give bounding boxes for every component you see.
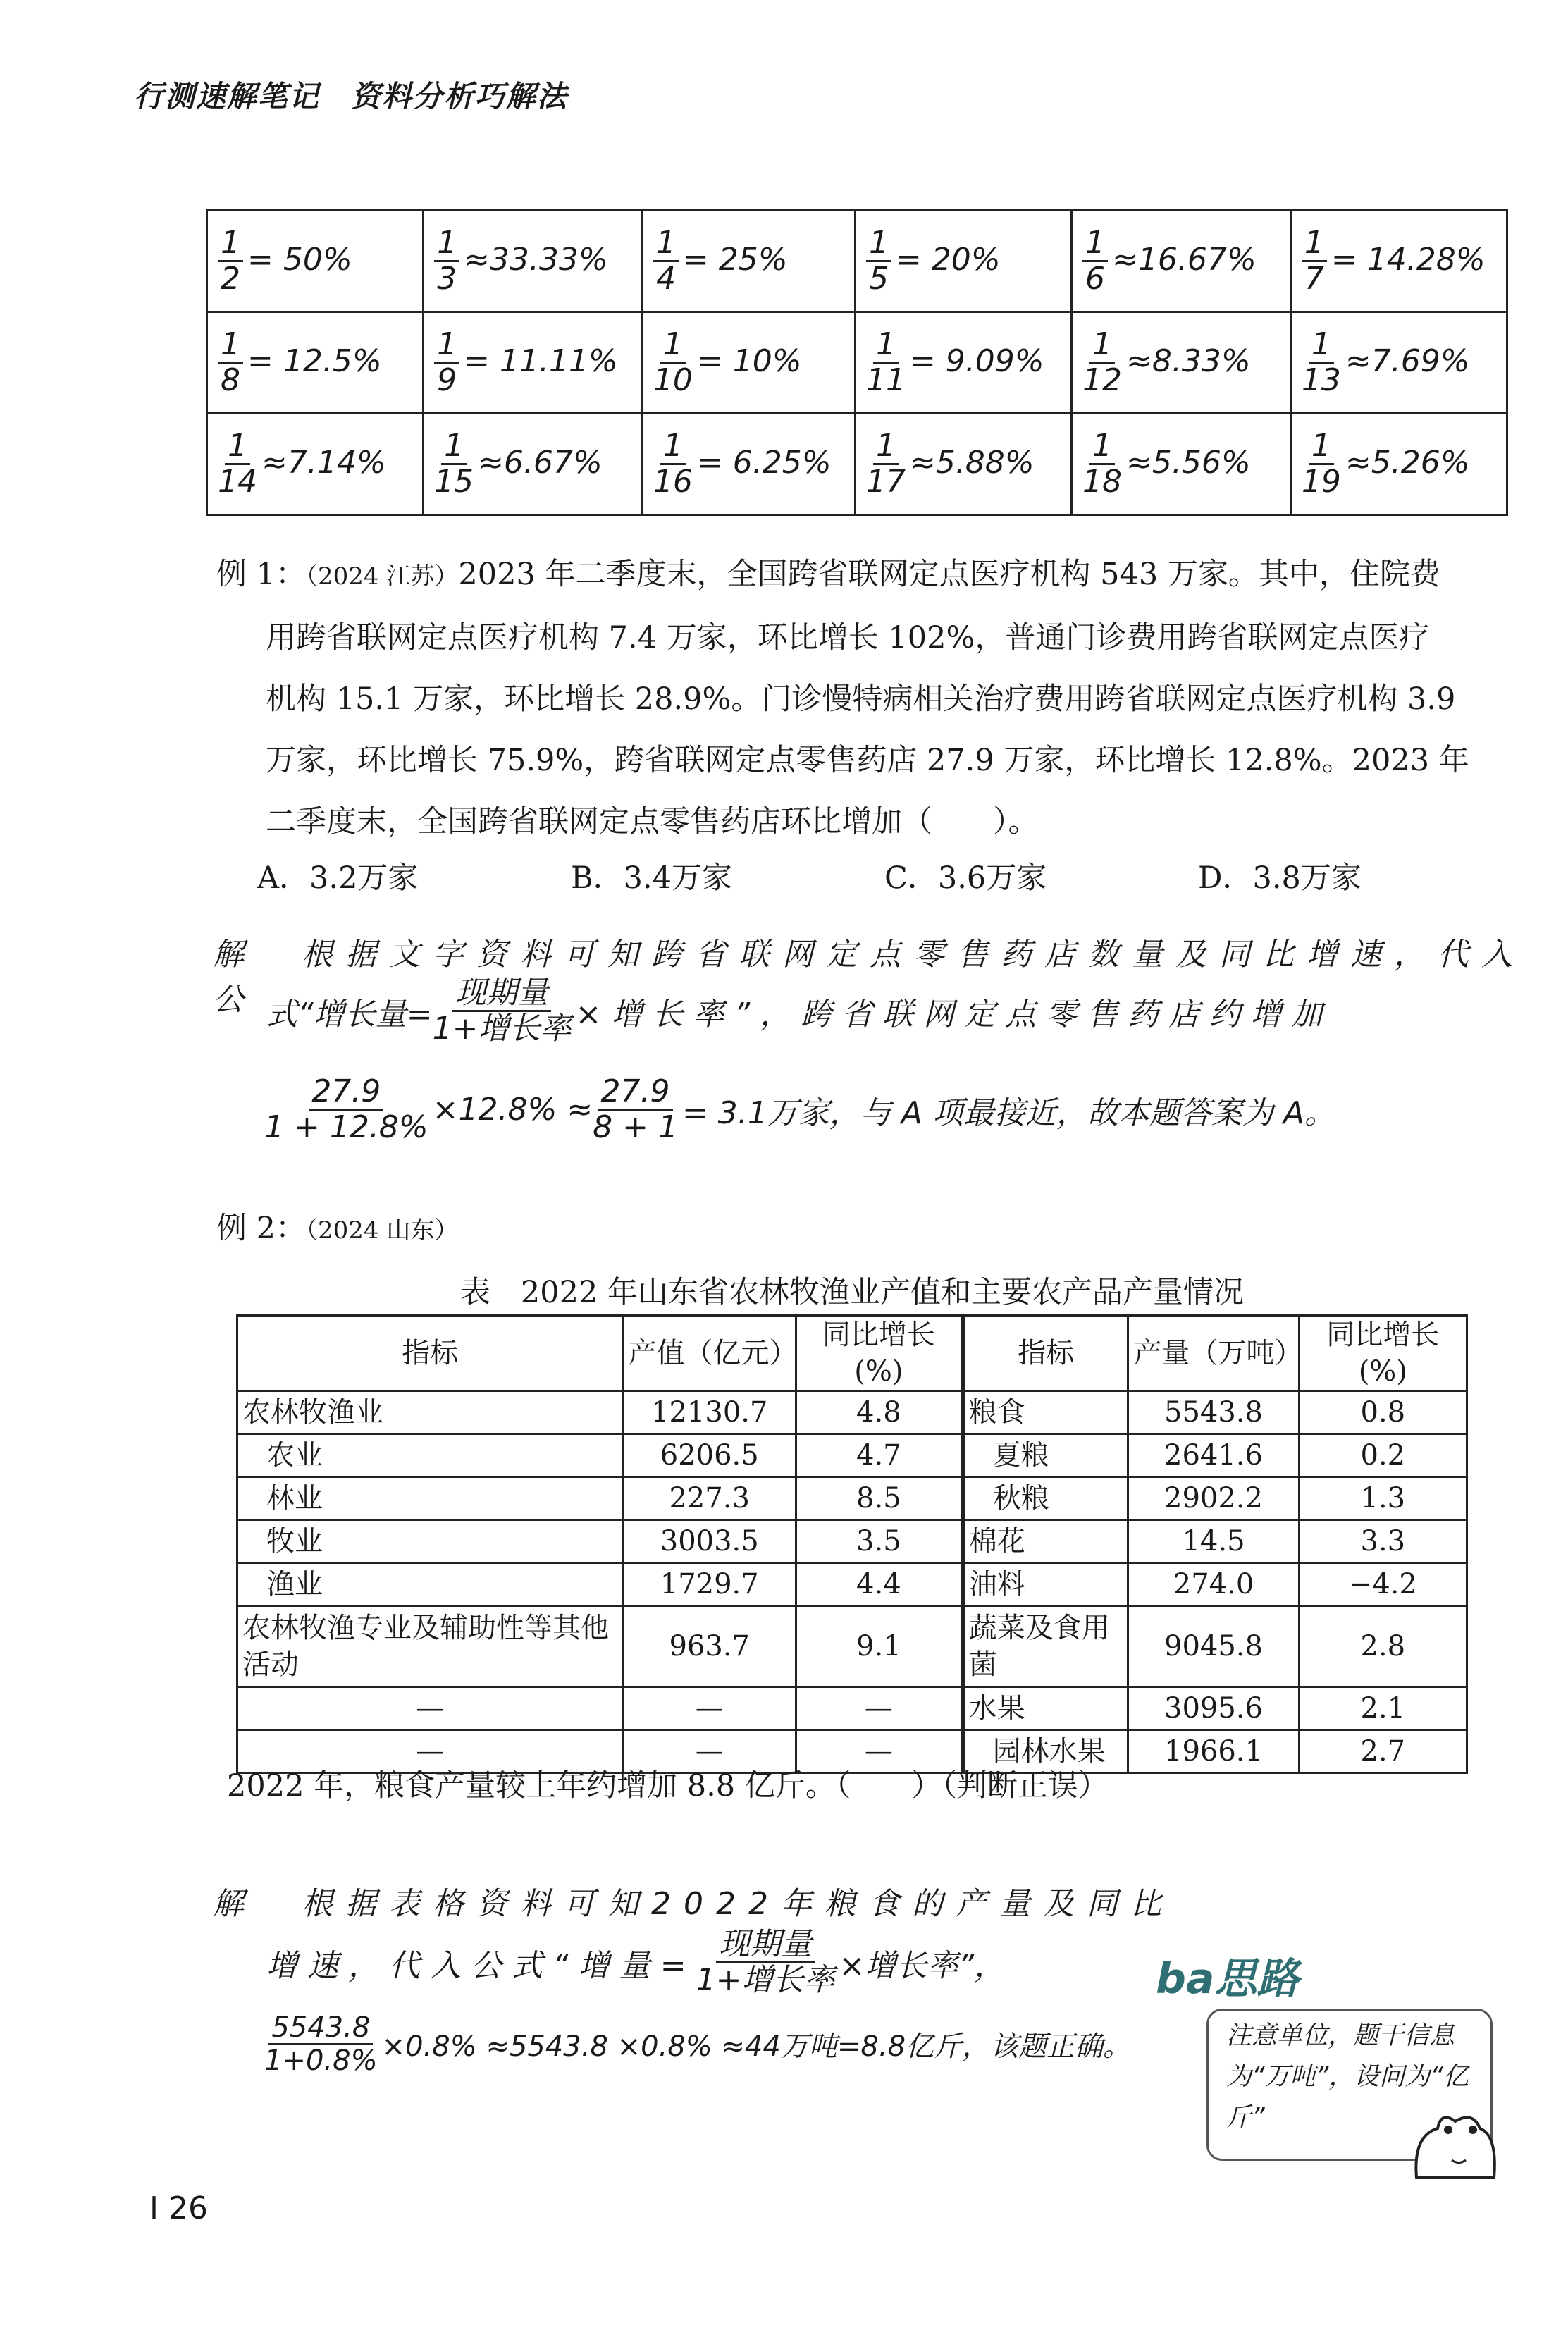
table-cell: 274.0 [1128,1563,1299,1606]
percent-value: ≈7.69% [1345,343,1470,379]
column-header: 产量（万吨） [1128,1316,1299,1391]
fraction [434,226,459,297]
fraction-row [207,211,1507,312]
fraction-cell [1290,414,1507,515]
numerator: 1 [1089,328,1115,364]
formula-denominator: 1+增长率 [696,1962,835,1999]
table-cell: 4.7 [796,1434,962,1477]
table-cell: — [796,1730,962,1773]
formula-numerator: 27.9 [598,1075,673,1111]
solution-1-line3 [264,1075,1335,1145]
option-c: C．3.6万家 [884,861,1047,896]
denominator: 2 [221,261,240,297]
denominator: 13 [1301,362,1341,398]
answer-options [257,854,1512,897]
table-cell: 农林牧渔专业及辅助性等其他活动 [237,1606,624,1687]
table-cell: 3095.6 [1128,1687,1299,1730]
formula-denominator: 1+增长率 [432,1011,572,1047]
fraction [1302,328,1341,398]
denominator: 9 [437,362,457,398]
percent-value: = 20% [895,241,1001,278]
example-1-source: （2024 江苏） [306,562,459,591]
numerator: 1 [225,429,250,465]
example-1-line: 机构 15.1 万家，环比增长 28.9%。门诊慢特病相关治疗费用跨省联网定点医疗机构 3.9 [266,682,1456,717]
fraction [1302,226,1327,297]
table-row [237,1687,1467,1730]
fraction-cell [424,414,643,515]
option-b: B．3.4万家 [571,861,732,896]
example-1-line: 用跨省联网定点医疗机构 7.4 万家，环比增长 102%，普通门诊费用跨省联网定点医疗 [266,620,1430,655]
table-row [237,1520,1467,1563]
denominator: 5 [868,261,889,297]
frog-icon [1409,2107,1501,2185]
denominator: 19 [1301,464,1341,500]
solution-text: ×增长率”，跨省联网定点零售药店约增加 [575,996,1333,1032]
numerator: 1 [873,328,899,364]
fraction-row [207,414,1507,515]
formula-denominator: 1+0.8% [264,2045,378,2077]
table-cell: 8.5 [796,1477,962,1520]
note-title: ba思路 [1156,1954,1300,2004]
numerator: 1 [1302,226,1327,262]
numerator: 1 [218,328,243,364]
fraction [653,226,679,297]
fraction [866,328,906,398]
table-cell: 12130.7 [623,1391,796,1434]
percent-value: ≈33.33% [464,241,608,278]
denominator: 12 [1082,362,1123,398]
fraction [218,429,257,500]
fraction-cell [855,312,1071,414]
example-1-line: 二季度末，全国跨省联网定点零售药店环比增加（ ）。 [266,804,1039,839]
fraction [1082,429,1122,500]
table-cell: 水果 [963,1687,1128,1730]
solution-text: ×0.8% ≈5543.8 ×0.8% ≈44万吨=8.8亿斤，该题正确。 [381,2030,1132,2063]
fraction-percent-table [206,209,1508,516]
denominator: 14 [218,464,257,500]
numerator: 1 [1082,226,1108,262]
note-text: 注意单位，题干信息为“万吨”，设问为“亿斤” [1226,2021,1469,2132]
formula-numerator: 5543.8 [268,2012,373,2045]
numerator: 1 [866,226,891,262]
numerator: 1 [434,226,459,262]
table-cell: 6206.5 [623,1434,796,1477]
table-cell: — [623,1687,796,1730]
calc-fraction [264,1075,428,1145]
column-header: 指标 [963,1316,1128,1391]
percent-value: = 6.25% [696,444,832,481]
fraction-cell [642,312,855,414]
column-header: 同比增长 (%) [1299,1316,1467,1391]
table-cell: 渔业 [237,1563,624,1606]
table-cell: 3.3 [1299,1520,1467,1563]
table-cell: 农林牧渔业 [237,1391,624,1434]
fraction-cell [642,211,855,312]
percent-value: = 11.11% [464,343,618,379]
denominator: 18 [1082,464,1123,500]
percent-value: = 25% [682,241,788,278]
percent-value: ≈5.26% [1345,444,1470,481]
growth-formula [696,1928,835,1998]
fraction [866,429,906,500]
fraction-cell [1290,312,1507,414]
fraction-cell [1290,211,1507,312]
numerator: 1 [218,226,243,262]
table-cell: 3.5 [796,1520,962,1563]
percent-value: = 50% [247,241,352,278]
table-row [237,1434,1467,1477]
table-cell: — [796,1687,962,1730]
table-cell: −4.2 [1299,1563,1467,1606]
fraction-cell [1072,312,1291,414]
table-row [237,1477,1467,1520]
percent-value: ≈7.14% [261,444,386,481]
denominator: 7 [1304,261,1324,297]
table-cell: 农业 [237,1434,624,1477]
table-title: 表 2022 年山东省农林牧渔业产值和主要农产品产量情况 [459,1275,1245,1310]
fraction [434,328,459,398]
table-cell: 2902.2 [1128,1477,1299,1520]
table-header-row [237,1316,1467,1391]
table-cell: 9.1 [796,1606,962,1687]
table-cell: 2.1 [1299,1687,1467,1730]
denominator: 3 [437,261,457,297]
solution-label: 解 [213,937,257,973]
table-cell: 油料 [963,1563,1128,1606]
denominator: 15 [434,464,474,500]
fraction-row [207,312,1507,414]
fraction-cell [207,414,424,515]
numerator: 1 [653,226,679,262]
fraction-cell [1072,211,1291,312]
fraction-cell [642,414,855,515]
percent-value: ≈6.67% [478,444,603,481]
column-header: 指标 [237,1316,624,1391]
table-cell: 14.5 [1128,1520,1299,1563]
growth-formula [433,976,572,1047]
example-1 [216,544,1513,853]
formula-numerator: 27.9 [309,1075,383,1111]
table-cell: 227.3 [623,1477,796,1520]
denominator: 11 [865,362,906,398]
table-cell: 963.7 [623,1606,796,1687]
fraction [218,226,243,297]
solution-text: ×12.8% ≈ [432,1092,593,1128]
table-row [237,1391,1467,1434]
option-a: A．3.2万家 [257,861,419,896]
fraction [1082,328,1122,398]
table-cell: 园林水果 [963,1730,1128,1773]
table-cell: — [237,1687,624,1730]
solution-2-line2 [266,1928,1005,1998]
solution-2-line3 [264,2012,1131,2076]
example-1-label: 例 1： [216,557,307,592]
table-cell: 1729.7 [623,1563,796,1606]
running-head: 行测速解笔记 资料分析巧解法 [134,79,569,113]
column-header: 产值（亿元） [623,1316,796,1391]
table-cell: 夏粮 [963,1434,1128,1477]
fraction [218,328,243,398]
percent-value: = 14.28% [1331,241,1486,278]
percent-value: ≈5.88% [909,444,1035,481]
formula-denominator: 1 + 12.8% [264,1109,428,1146]
fraction-cell [1072,414,1291,515]
fraction [653,429,693,500]
solution-1-line2 [266,976,1332,1047]
numerator: 1 [441,429,467,465]
denominator: 16 [653,464,693,500]
table-cell: — [623,1730,796,1773]
formula-numerator: 现期量 [452,976,551,1012]
table-cell: 林业 [237,1477,624,1520]
solution-text: 根据表格资料可知2022年粮食的产量及同比 [301,1886,1174,1922]
table-cell: 9045.8 [1128,1606,1299,1687]
example-1-line: 万家，环比增长 75.9%，跨省联网定点零售药店 27.9 万家，环比增长 12.8%。2023 年 [266,743,1469,778]
fraction-cell [424,211,643,312]
solution-label: 解 [213,1886,257,1922]
example-2-statement: 2022 年，粮食产量较上年约增加 8.8 亿斤。（ ）（判断正误） [227,1768,1109,1803]
column-header: 同比增长 (%) [796,1316,962,1391]
table-cell: 粮食 [963,1391,1128,1434]
table-cell: 2.7 [1299,1730,1467,1773]
agriculture-table [236,1314,1468,1774]
table-cell: 3003.5 [623,1520,796,1563]
table-cell: 2641.6 [1128,1434,1299,1477]
denominator: 4 [655,261,676,297]
numerator: 1 [434,328,459,364]
fraction [1302,429,1341,500]
fraction-cell [207,312,424,414]
solution-text: 根据文字资料可知跨省联网定点零售药店数量及同比增速，代入公 [213,937,1525,1018]
solution-text: 式“增长量= [266,996,433,1032]
fraction-cell [207,211,424,312]
fraction [866,226,891,297]
option-d: D．3.8万家 [1198,861,1362,896]
example-2-label: 例 2： [216,1211,307,1246]
fraction [653,328,693,398]
percent-value: = 12.5% [247,343,382,379]
numerator: 1 [1309,429,1334,465]
table-cell: 棉花 [963,1520,1128,1563]
fraction [434,429,474,500]
fraction [1082,226,1108,297]
table-cell: 0.8 [1299,1391,1467,1434]
percent-value: ≈8.33% [1126,343,1251,379]
fraction-cell [855,414,1071,515]
denominator: 10 [653,362,693,398]
numerator: 1 [1089,429,1115,465]
calc-fraction [264,2012,378,2076]
table-cell: 0.2 [1299,1434,1467,1477]
percent-value: ≈5.56% [1126,444,1251,481]
table-cell: 2.8 [1299,1606,1467,1687]
denominator: 6 [1085,261,1106,297]
table-cell: 4.8 [796,1391,962,1434]
solution-2-line1 [213,1878,1174,1923]
formula-denominator: 8 + 1 [593,1109,678,1146]
numerator: 1 [660,328,686,364]
example-1-line: 2023 年二季度末，全国跨省联网定点医疗机构 543 万家。其中，住院费 [458,557,1440,592]
table-cell: 4.4 [796,1563,962,1606]
table-cell: 1966.1 [1128,1730,1299,1773]
numerator: 1 [873,429,899,465]
table-row [237,1563,1467,1606]
table-cell: 蔬菜及食用菌 [963,1606,1128,1687]
denominator: 8 [221,362,240,398]
table-cell: 秋粮 [963,1477,1128,1520]
solution-text: 增速，代入公式“增量= [266,1947,696,1984]
percent-value: ≈16.67% [1112,241,1257,278]
calc-fraction [593,1075,678,1145]
fraction-cell [424,312,643,414]
table-cell: 牧业 [237,1520,624,1563]
fraction-cell [855,211,1071,312]
example-2-header [216,1198,458,1262]
solution-text: = 3.1万家，与 A 项最接近，故本题答案为 A。 [681,1094,1335,1131]
formula-numerator: 现期量 [716,1928,815,1963]
table-cell: — [237,1730,624,1773]
table-cell: 5543.8 [1128,1391,1299,1434]
percent-value: = 10% [696,343,802,379]
table-cell: 1.3 [1299,1477,1467,1520]
numerator: 1 [660,429,686,465]
percent-value: = 9.09% [909,343,1044,379]
table-row [237,1606,1467,1687]
example-2-source: （2024 山东） [306,1216,459,1245]
solution-text: ×增长率”， [839,1947,1006,1984]
denominator: 17 [865,464,906,500]
numerator: 1 [1309,328,1334,364]
page-number: I 26 [149,2190,208,2226]
